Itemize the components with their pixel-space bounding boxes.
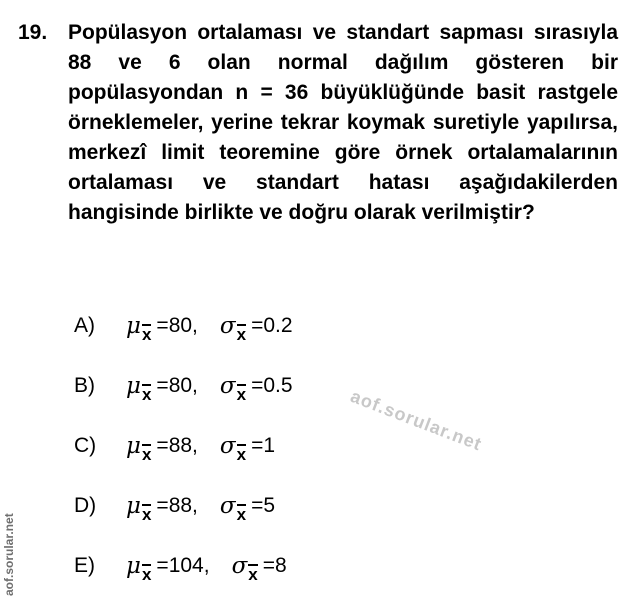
option-letter: C) — [74, 434, 97, 457]
option-a[interactable] — [74, 312, 474, 372]
comma: , — [192, 494, 198, 517]
sigma-symbol: σ — [219, 493, 236, 519]
option-letter: B) — [74, 374, 95, 397]
option-expression — [126, 432, 276, 464]
question-text: Popülasyon ortalaması ve standart sapması sırasıyla 88 ve 6 olan normal dağılım gösteren bir popülasyondan n = 36 büyüklüğünde basit rastgele örneklemeler, yerine tekrar koymak suretiyle yapılırsa, merkezî limit teoremine göre örnek ortalamalarının ortalaması ve standart hatası aşağıdakilerden hangisinde birlikte ve doğru olarak verilmiştir? — [68, 21, 618, 224]
mu-symbol: μ — [126, 373, 141, 399]
equals-sign: = — [251, 314, 264, 337]
x-bar-subscript: x — [141, 505, 152, 524]
x-bar-subscript: x — [236, 325, 247, 344]
option-letter: E) — [74, 554, 95, 577]
mean-value: 104 — [168, 554, 204, 577]
standard-error-value: 0.5 — [263, 374, 293, 397]
standard-error-value: 8 — [275, 554, 287, 577]
mean-value: 88 — [168, 434, 193, 457]
mean-value: 88 — [168, 494, 193, 517]
equals-sign: = — [156, 554, 169, 577]
x-bar-subscript: x — [236, 445, 247, 464]
mean-value: 80 — [168, 314, 193, 337]
x-bar-subscript: x — [141, 445, 152, 464]
equals-sign: = — [262, 554, 276, 577]
option-letter: D) — [74, 494, 97, 517]
watermark-diagonal: aof.sorular.net — [347, 386, 485, 455]
mean-value: 80 — [168, 374, 193, 397]
equals-sign: = — [156, 494, 169, 517]
mu-symbol: μ — [126, 553, 141, 579]
option-expression — [126, 492, 276, 524]
comma: , — [203, 554, 210, 577]
comma: , — [192, 374, 198, 397]
x-bar-subscript: x — [248, 565, 258, 584]
option-letter: A) — [74, 314, 95, 337]
x-bar-subscript: x — [236, 505, 247, 524]
standard-error-value: 0.2 — [263, 314, 293, 337]
x-bar-subscript: x — [141, 325, 152, 344]
comma: , — [192, 314, 198, 337]
sigma-symbol: σ — [219, 373, 236, 399]
equals-sign: = — [251, 374, 264, 397]
option-expression — [126, 552, 287, 584]
option-c[interactable] — [74, 432, 474, 492]
equals-sign: = — [251, 434, 264, 457]
equals-sign: = — [251, 494, 264, 517]
option-d[interactable] — [74, 492, 474, 552]
x-bar-subscript: x — [141, 385, 152, 404]
question-block — [18, 18, 618, 228]
equals-sign: = — [156, 434, 169, 457]
question-number: 19. — [18, 21, 48, 44]
sigma-symbol: σ — [219, 433, 236, 459]
option-e[interactable] — [74, 552, 474, 612]
mu-symbol: μ — [126, 433, 141, 459]
comma: , — [192, 434, 198, 457]
mu-symbol: μ — [126, 493, 141, 519]
option-expression — [126, 312, 293, 344]
mu-symbol: μ — [126, 313, 141, 339]
standard-error-value: 1 — [263, 434, 276, 457]
standard-error-value: 5 — [263, 494, 276, 517]
option-expression — [126, 372, 293, 404]
watermark-side: aof.sorular.net — [2, 513, 16, 596]
sigma-symbol: σ — [219, 313, 236, 339]
equals-sign: = — [156, 374, 169, 397]
answer-options — [74, 312, 474, 612]
equals-sign: = — [156, 314, 169, 337]
x-bar-subscript: x — [236, 385, 247, 404]
sigma-symbol: σ — [231, 553, 248, 579]
x-bar-subscript: x — [141, 565, 152, 584]
